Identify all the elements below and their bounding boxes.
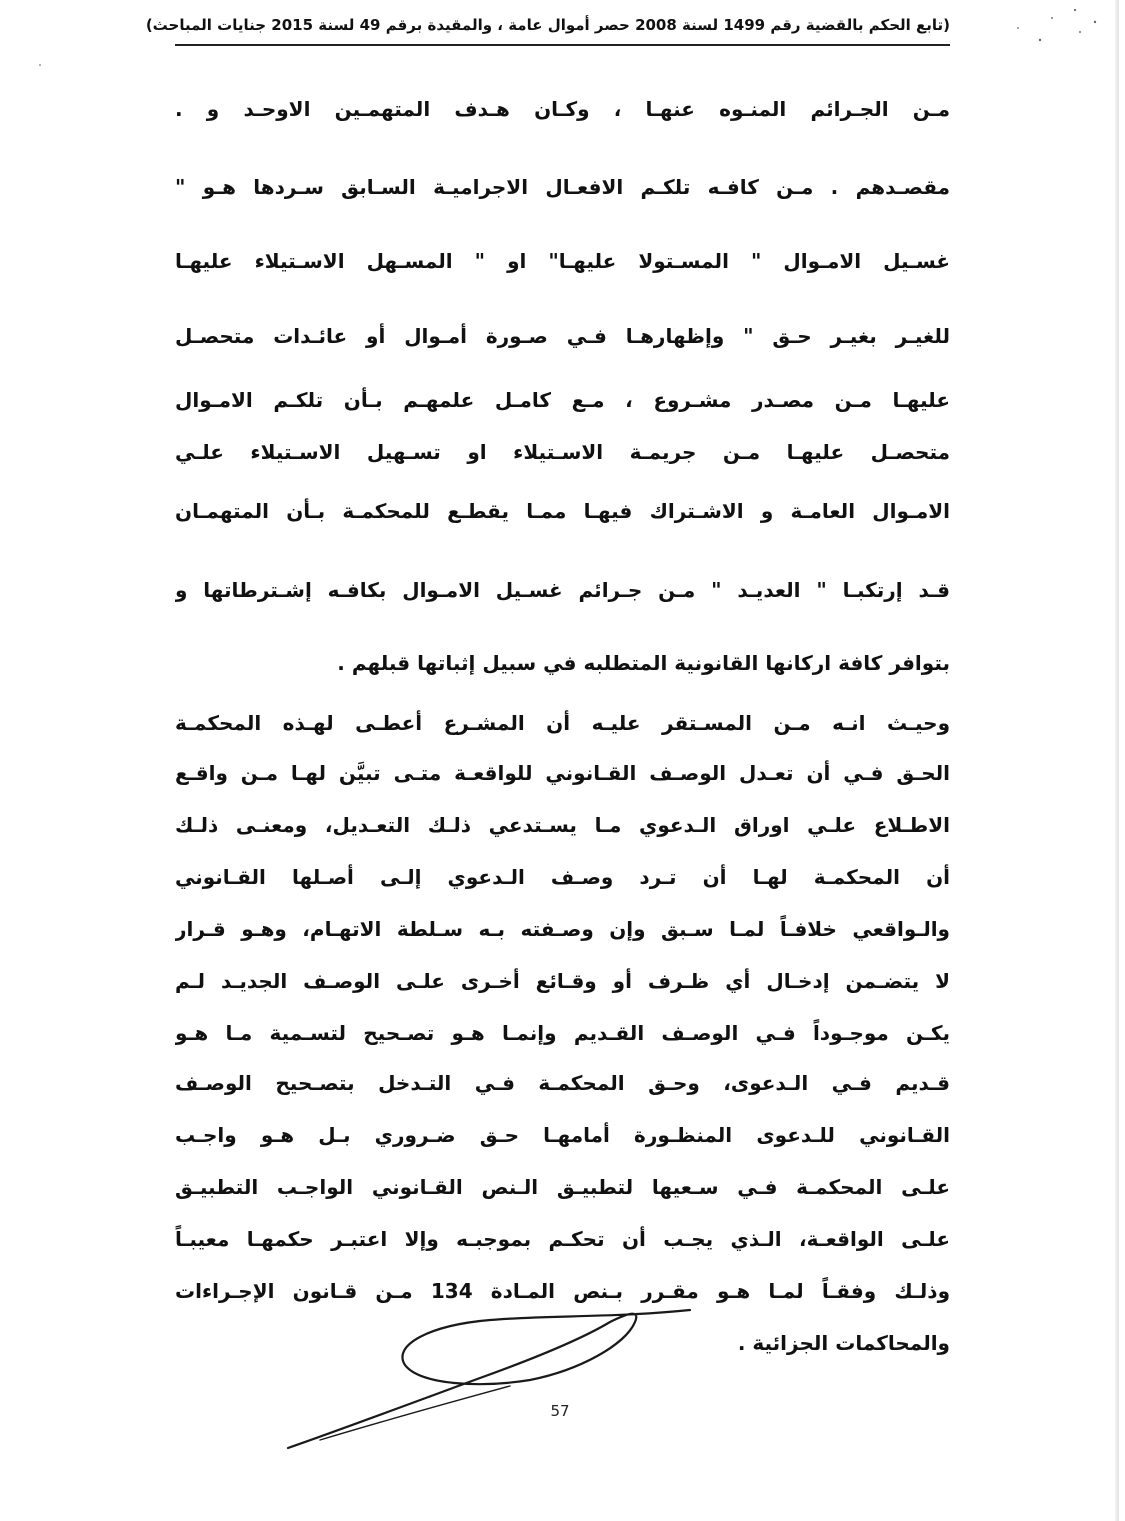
header-underline bbox=[175, 44, 950, 46]
text-line: للغيـر بغيـر حـق " وإظهارهـا فـي صـورة أمـوال أو عائـدات متحصـل bbox=[175, 324, 950, 348]
text-line: يكـن موجـوداً فـي الوصـف القـديم وإنمـا هـو تصـحيح لتسـمية مـا هـو bbox=[175, 1021, 950, 1045]
case-header: (تابع الحكم بالقضية رقم 1499 لسنة 2008 حصر أموال عامة ، والمقيدة برقم 49 لسنة 2015 جنايات المباحث) bbox=[145, 16, 950, 34]
handwritten-signature bbox=[280, 1300, 700, 1460]
text-line: قـد إرتكبـا " العديـد " مـن جـرائم غسـيل الامـوال بكافـه إشـترطاتها و bbox=[175, 578, 950, 602]
text-line: وحيـث انـه مـن المسـتقر عليـه أن المشـرع أعطـى لهـذه المحكمـة bbox=[175, 711, 950, 735]
text-line: القـانوني للـدعوى المنظـورة أمامهـا حـق ضـروري بـل هـو واجـب bbox=[175, 1123, 950, 1147]
text-line: الحـق فـي أن تعـدل الوصـف القـانوني للواقعـة متـى تبيَّن لهـا مـن واقـع bbox=[175, 761, 950, 785]
text-line: لا يتضـمن إدخـال أي ظـرف أو وقـائع أخـرى علـى الوصـف الجديـد لـم bbox=[175, 969, 950, 993]
text-line: وذلـك وفقـاً لمـا هـو مقـرر بـنص المـادة 134 مـن قـانون الإجـراءات bbox=[175, 1279, 950, 1303]
text-line: قـديم فـي الـدعوى، وحـق المحكمـة فـي التـدخل بتصـحيح الوصـف bbox=[175, 1071, 950, 1095]
text-line: أن المحكمـة لهـا أن تـرد وصـف الـدعوي إلـى أصـلها القـانوني bbox=[175, 865, 950, 889]
text-line: علـى الواقعـة، الـذي يجـب أن تحكـم بموجبـه وإلا اعتبـر حكمهـا معيبـاً bbox=[175, 1227, 950, 1251]
text-line: مقصـدهم . مـن كافـه تلكـم الافعـال الاجراميـة السـابق سـردها هـو " bbox=[175, 175, 950, 199]
text-line: غسـيل الامـوال " المسـتولا عليهـا" او " المسـهل الاسـتيلاء عليهـا bbox=[175, 249, 950, 273]
scan-specks bbox=[0, 0, 1125, 80]
text-line: علـى المحكمـة فـي سـعيها لتطبيـق الـنص القـانوني الواجـب التطبيـق bbox=[175, 1175, 950, 1199]
text-line: بتوافر كافة اركانها القانونية المتطلبه في سبيل إثباتها قبلهم . bbox=[337, 651, 950, 675]
text-line: الامـوال العامـة و الاشـتراك فيهـا ممـا يقطـع للمحكمـة بـأن المتهمـان bbox=[175, 499, 950, 523]
text-line: متحصـل عليهـا مـن جريمـة الاسـتيلاء او تسـهيل الاسـتيلاء علـي bbox=[175, 440, 950, 464]
text-line: والمحاكمات الجزائية . bbox=[737, 1331, 950, 1355]
text-line: عليهـا مـن مصـدر مشـروع ، مـع كامـل علمهـم بـأن تلكـم الامـوال bbox=[175, 388, 950, 412]
page-edge-shadow bbox=[1115, 0, 1119, 1521]
page-number: 57 bbox=[550, 1402, 570, 1420]
text-line: مـن الجـرائم المنـوه عنهـا ، وكـان هـدف المتهمـين الاوحـد و . bbox=[175, 97, 950, 121]
text-line: والـواقعي خلافـاً لمـا سـبق وإن وصـفته بـه سـلطة الاتهـام، وهـو قـرار bbox=[175, 917, 950, 941]
text-line: الاطـلاع علـي اوراق الـدعوي مـا يسـتدعي ذلـك التعـديل، ومعنـى ذلـك bbox=[175, 813, 950, 837]
